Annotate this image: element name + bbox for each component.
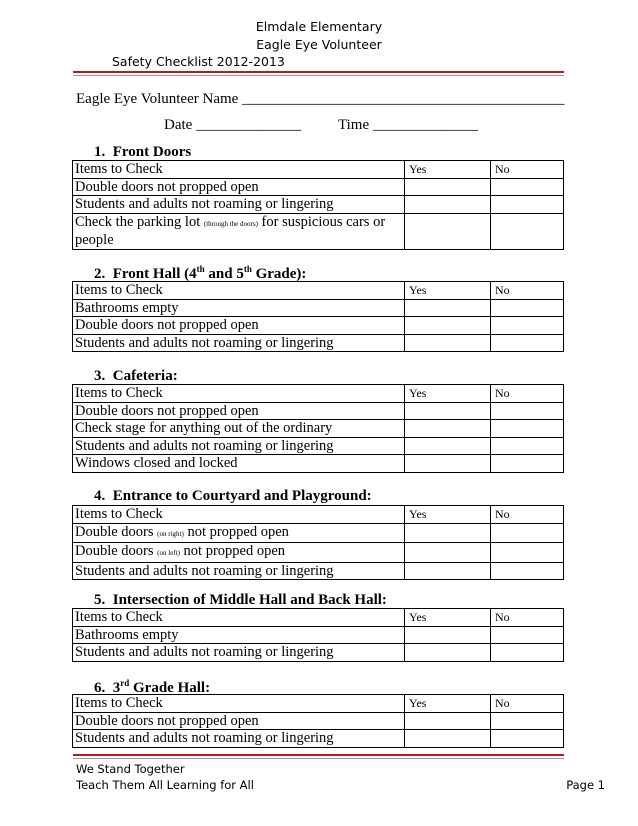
- section-1-table: [72, 160, 564, 250]
- no-cell[interactable]: [491, 543, 564, 563]
- item-label: Windows closed and locked: [73, 455, 405, 473]
- no-header: No: [491, 506, 564, 524]
- table-row: [73, 402, 564, 420]
- date-field[interactable]: Date ______________: [164, 117, 302, 133]
- no-cell[interactable]: [491, 299, 564, 317]
- no-cell[interactable]: [491, 730, 564, 748]
- yes-cell[interactable]: [405, 317, 491, 335]
- section-4-table: [72, 505, 564, 580]
- section-2-heading: 2. Front Hall (4th and 5th Grade):: [94, 264, 307, 282]
- yes-cell[interactable]: [405, 644, 491, 662]
- table-row: [73, 178, 564, 196]
- page-number: Page 1: [566, 778, 605, 792]
- yes-cell[interactable]: [405, 334, 491, 352]
- items-header: Items to Check: [73, 506, 405, 524]
- item-label: Double doors not propped open: [73, 317, 405, 335]
- no-header: No: [491, 609, 564, 627]
- item-label: Bathrooms empty: [73, 299, 405, 317]
- no-cell[interactable]: [491, 437, 564, 455]
- section-6-heading: 6. 3rd Grade Hall:: [94, 678, 211, 696]
- program-name: Eagle Eye Volunteer: [256, 37, 382, 52]
- item-label: Double doors not propped open: [73, 178, 405, 196]
- table-row: [73, 420, 564, 438]
- section-3-table: [72, 384, 564, 473]
- no-header: No: [491, 282, 564, 300]
- no-cell[interactable]: [491, 523, 564, 543]
- footer-red-rule: [73, 754, 564, 756]
- table-row: [73, 299, 564, 317]
- footer-motto-1: We Stand Together: [76, 762, 185, 776]
- item-label: Double doors (on right) not propped open: [73, 523, 405, 543]
- table-header-row: [73, 161, 564, 179]
- no-cell[interactable]: [491, 402, 564, 420]
- no-cell[interactable]: [491, 712, 564, 730]
- no-cell[interactable]: [491, 317, 564, 335]
- yes-header: Yes: [405, 695, 491, 713]
- item-label: Bathrooms empty: [73, 626, 405, 644]
- section-6-table: [72, 694, 564, 748]
- yes-cell[interactable]: [405, 626, 491, 644]
- yes-header: Yes: [405, 282, 491, 300]
- table-row: [73, 196, 564, 214]
- no-cell[interactable]: [491, 420, 564, 438]
- table-row: [73, 730, 564, 748]
- item-label: Students and adults not roaming or lingering: [73, 730, 405, 748]
- items-header: Items to Check: [73, 609, 405, 627]
- table-row: [73, 523, 564, 543]
- yes-cell[interactable]: [405, 178, 491, 196]
- table-header-row: [73, 695, 564, 713]
- yes-cell[interactable]: [405, 730, 491, 748]
- table-row: [73, 334, 564, 352]
- table-row: [73, 213, 564, 249]
- table-row: [73, 626, 564, 644]
- yes-cell[interactable]: [405, 402, 491, 420]
- no-header: No: [491, 161, 564, 179]
- item-label: Double doors (on left) not propped open: [73, 543, 405, 563]
- table-header-row: [73, 506, 564, 524]
- items-header: Items to Check: [73, 385, 405, 403]
- item-label: Double doors not propped open: [73, 712, 405, 730]
- yes-cell[interactable]: [405, 437, 491, 455]
- item-label: Students and adults not roaming or lingering: [73, 334, 405, 352]
- no-cell[interactable]: [491, 178, 564, 196]
- table-row: [73, 437, 564, 455]
- table-row: [73, 712, 564, 730]
- yes-cell[interactable]: [405, 299, 491, 317]
- table-row: [73, 543, 564, 563]
- table-row: [73, 562, 564, 580]
- items-header: Items to Check: [73, 282, 405, 300]
- school-name: Elmdale Elementary: [255, 19, 383, 34]
- footer-gray-rule: [73, 758, 564, 759]
- yes-cell[interactable]: [405, 712, 491, 730]
- item-label: Students and adults not roaming or lingering: [73, 562, 405, 580]
- no-cell[interactable]: [491, 562, 564, 580]
- item-label: Students and adults not roaming or lingering: [73, 437, 405, 455]
- section-1-heading: 1. Front Doors: [94, 144, 192, 160]
- no-cell[interactable]: [491, 196, 564, 214]
- item-label: Check stage for anything out of the ordinary: [73, 420, 405, 438]
- no-cell[interactable]: [491, 644, 564, 662]
- items-header: Items to Check: [73, 695, 405, 713]
- table-row: [73, 644, 564, 662]
- table-header-row: [73, 385, 564, 403]
- yes-cell[interactable]: [405, 196, 491, 214]
- checklist-title: Safety Checklist 2012-2013: [112, 54, 285, 69]
- table-row: [73, 455, 564, 473]
- table-header-row: [73, 282, 564, 300]
- yes-cell[interactable]: [405, 455, 491, 473]
- item-label: Students and adults not roaming or lingering: [73, 644, 405, 662]
- no-cell[interactable]: [491, 455, 564, 473]
- item-label: Check the parking lot (through the doors) for suspicious cars or people: [73, 213, 405, 249]
- item-label: Students and adults not roaming or lingering: [73, 196, 405, 214]
- yes-cell[interactable]: [405, 420, 491, 438]
- yes-cell[interactable]: [405, 213, 491, 249]
- yes-cell[interactable]: [405, 543, 491, 563]
- footer-motto-2: Teach Them All Learning for All: [76, 778, 254, 792]
- header-gray-rule: [73, 75, 564, 76]
- no-cell[interactable]: [491, 213, 564, 249]
- yes-cell[interactable]: [405, 562, 491, 580]
- table-row: [73, 317, 564, 335]
- time-field[interactable]: Time ______________: [338, 117, 478, 133]
- no-header: No: [491, 695, 564, 713]
- yes-header: Yes: [405, 161, 491, 179]
- volunteer-name-field[interactable]: Eagle Eye Volunteer Name ___________________________________________: [76, 91, 565, 107]
- yes-cell[interactable]: [405, 523, 491, 543]
- yes-header: Yes: [405, 506, 491, 524]
- yes-header: Yes: [405, 385, 491, 403]
- item-label: Double doors not propped open: [73, 402, 405, 420]
- no-header: No: [491, 385, 564, 403]
- section-2-table: [72, 281, 564, 352]
- section-5-heading: 5. Intersection of Middle Hall and Back Hall:: [94, 592, 387, 608]
- yes-header: Yes: [405, 609, 491, 627]
- table-header-row: [73, 609, 564, 627]
- section-3-heading: 3. Cafeteria:: [94, 368, 178, 384]
- header-red-rule: [73, 71, 564, 73]
- no-cell[interactable]: [491, 334, 564, 352]
- items-header: Items to Check: [73, 161, 405, 179]
- no-cell[interactable]: [491, 626, 564, 644]
- section-4-heading: 4. Entrance to Courtyard and Playground:: [94, 488, 372, 504]
- section-5-table: [72, 608, 564, 662]
